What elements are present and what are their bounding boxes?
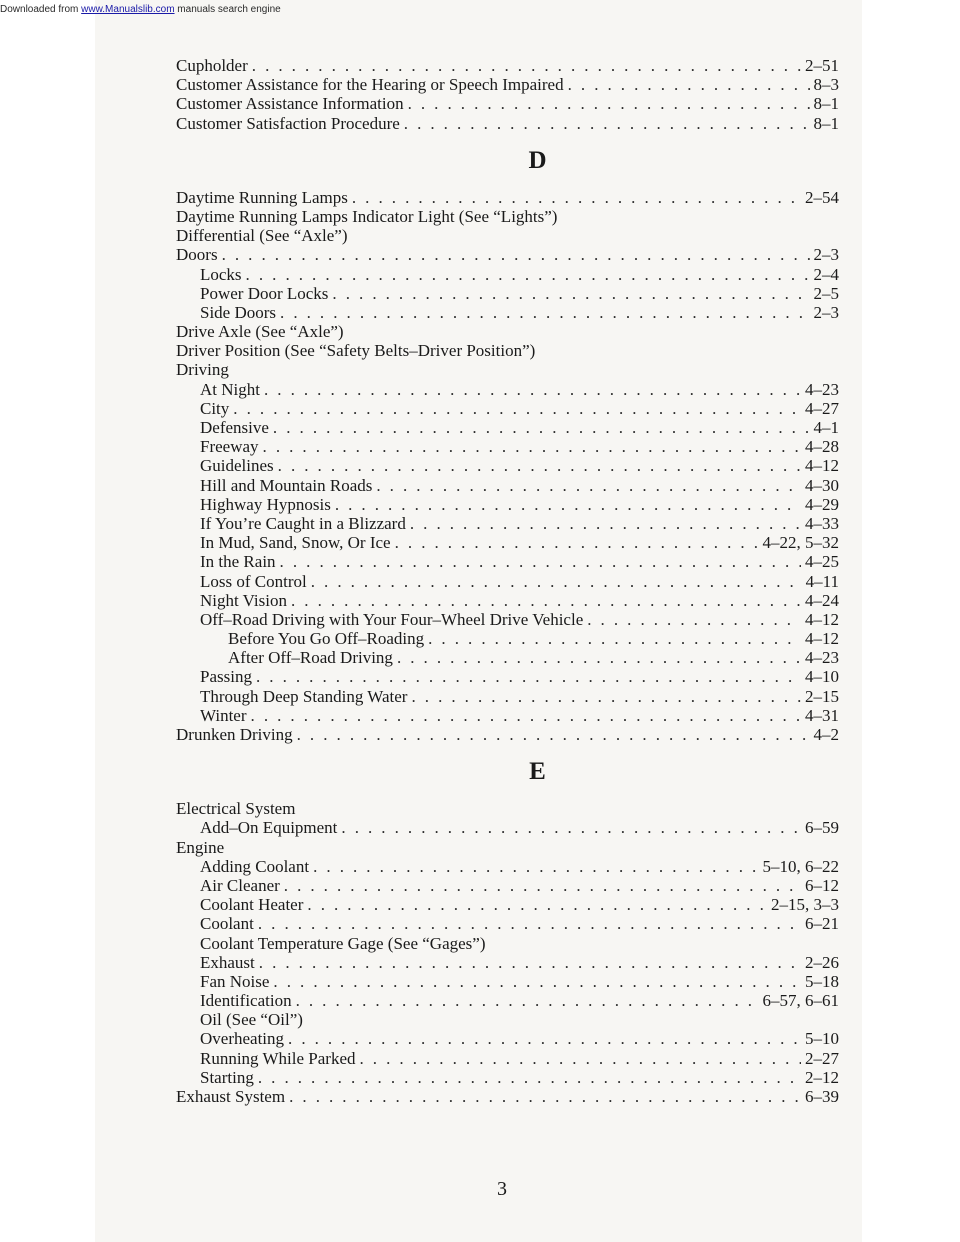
index-entry xyxy=(176,629,839,648)
dot-leader xyxy=(258,1068,801,1087)
index-page-ref: 6–57, 6–61 xyxy=(762,991,839,1011)
dot-leader xyxy=(278,456,801,475)
index-term: Adding Coolant xyxy=(200,856,310,876)
dot-leader xyxy=(360,1049,802,1068)
index-entry xyxy=(176,991,839,1010)
dot-leader xyxy=(313,857,758,876)
index-entry xyxy=(176,226,839,245)
index-term: Passing xyxy=(200,667,252,687)
index-term: Starting xyxy=(200,1067,254,1087)
index-page-ref: 2–3 xyxy=(813,302,839,322)
dot-leader xyxy=(264,380,801,399)
index-page-ref: 6–12 xyxy=(805,875,839,895)
index-term: Night Vision xyxy=(200,590,287,610)
index-entry xyxy=(176,437,839,456)
dot-leader xyxy=(397,648,801,667)
index-term: Customer Assistance for the Hearing or Speech Impaired xyxy=(176,75,564,95)
index-page-ref: 2–27 xyxy=(805,1048,839,1068)
dot-leader xyxy=(404,114,810,133)
index-term: Drunken Driving xyxy=(176,725,293,744)
dot-leader xyxy=(376,476,801,495)
index-term: Locks xyxy=(200,264,242,284)
index-entry xyxy=(176,610,839,629)
index-term: Off–Road Driving with Your Four–Wheel Drive Vehicle xyxy=(200,609,584,629)
index-entry xyxy=(176,245,839,264)
dot-leader xyxy=(289,1087,801,1106)
index-page-ref: 2–26 xyxy=(805,952,839,972)
index-term: Side Doors xyxy=(200,302,277,322)
index-entry xyxy=(176,972,839,991)
manualslib-link[interactable]: www.Manualslib.com xyxy=(81,4,175,15)
index-term: Power Door Locks xyxy=(200,283,329,303)
index-term: City xyxy=(200,398,230,418)
header-suffix: manuals search engine xyxy=(174,4,281,15)
index-entry xyxy=(176,572,839,591)
download-header xyxy=(0,4,281,15)
index-entry xyxy=(176,1068,839,1087)
index-entry xyxy=(176,895,839,914)
index-entry xyxy=(176,284,839,303)
index-entry xyxy=(176,857,839,876)
index-entry xyxy=(176,818,839,837)
index-page-ref: 4–22, 5–32 xyxy=(762,533,839,553)
index-term: Running While Parked xyxy=(200,1048,356,1068)
dot-leader xyxy=(352,188,801,207)
index-term: Doors xyxy=(176,245,218,265)
index-page-ref: 4–24 xyxy=(805,590,839,610)
index-page-ref: 4–11 xyxy=(805,571,839,591)
index-page-ref: 4–12 xyxy=(805,629,839,649)
dot-leader xyxy=(273,972,801,991)
index-entry xyxy=(176,953,839,972)
index-entry xyxy=(176,476,839,495)
index-entry xyxy=(176,591,839,610)
index-term: Drive Axle (See “Axle”) xyxy=(176,322,344,342)
index-entry xyxy=(176,687,839,706)
index-page-ref: 4–12 xyxy=(805,456,839,476)
index-page-ref: 2–4 xyxy=(813,264,839,284)
index-entry xyxy=(176,667,839,686)
index-entry xyxy=(176,838,839,857)
index-entry xyxy=(176,876,839,895)
index-term: Hill and Mountain Roads xyxy=(200,475,373,495)
index-entry xyxy=(176,188,839,207)
index-entry xyxy=(176,1029,839,1048)
index-entry xyxy=(176,380,839,399)
index-term: Overheating xyxy=(200,1029,285,1049)
index-term: Cupholder xyxy=(176,56,248,75)
index-term: If You’re Caught in a Blizzard xyxy=(200,513,406,533)
index-entry xyxy=(176,114,839,133)
index-entry xyxy=(176,552,839,571)
index-term: Driving xyxy=(176,360,229,380)
dot-leader xyxy=(311,572,802,591)
dot-leader xyxy=(408,94,810,113)
dot-leader xyxy=(341,818,801,837)
page-number: 3 xyxy=(497,1178,507,1200)
index-entry xyxy=(176,94,839,113)
dot-leader xyxy=(291,591,801,610)
index-page-ref: 6–21 xyxy=(805,914,839,934)
dot-leader xyxy=(587,610,801,629)
index-page-ref: 4–2 xyxy=(813,725,839,744)
index-entry xyxy=(176,418,839,437)
index-entry xyxy=(176,914,839,933)
index-term: Highway Hypnosis xyxy=(200,494,331,514)
index-page-ref: 2–15, 3–3 xyxy=(771,895,839,915)
dot-leader xyxy=(246,265,810,284)
index-entry xyxy=(176,1049,839,1068)
dot-leader xyxy=(222,245,810,264)
index-entry xyxy=(176,934,839,953)
index-term: Through Deep Standing Water xyxy=(200,686,408,706)
dot-leader xyxy=(332,284,809,303)
index-page-ref: 2–51 xyxy=(805,56,839,75)
index-entry xyxy=(176,56,839,75)
index-term: Customer Assistance Information xyxy=(176,94,404,114)
dot-leader xyxy=(284,876,801,895)
index-page-ref: 4–1 xyxy=(813,418,839,437)
dot-leader xyxy=(273,418,810,437)
index-page-ref: 4–23 xyxy=(805,648,839,668)
index-page-ref: 4–27 xyxy=(805,398,839,418)
index-term: Driver Position (See “Safety Belts–Driver Position”) xyxy=(176,341,536,361)
index-page-ref: 5–10, 6–22 xyxy=(762,856,839,876)
index-term: In the Rain xyxy=(200,552,276,572)
index-page-ref: 6–39 xyxy=(805,1087,839,1106)
index-page-ref: 4–29 xyxy=(805,494,839,514)
index-page-ref: 2–54 xyxy=(805,187,839,207)
index-page-ref: 2–12 xyxy=(805,1067,839,1087)
dot-leader xyxy=(296,991,759,1010)
dot-leader xyxy=(297,725,810,744)
index-entry xyxy=(176,75,839,94)
dot-leader xyxy=(335,495,801,514)
index-page-ref: 4–31 xyxy=(805,705,839,725)
index-term: Add–On Equipment xyxy=(200,818,338,838)
index-term: Air Cleaner xyxy=(200,875,280,895)
index-page-ref: 4–12 xyxy=(805,609,839,629)
index-term: Exhaust System xyxy=(176,1087,286,1106)
index-term: Fan Noise xyxy=(200,971,270,991)
dot-leader xyxy=(410,514,801,533)
index-term: In Mud, Sand, Snow, Or Ice xyxy=(200,533,391,553)
dot-leader xyxy=(411,687,801,706)
index-term: Guidelines xyxy=(200,456,274,476)
index-term: Oil (See “Oil”) xyxy=(200,1010,303,1030)
index-term: Differential (See “Axle”) xyxy=(176,226,348,246)
dot-leader xyxy=(280,552,801,571)
index-page-ref: 4–33 xyxy=(805,513,839,533)
index-term: Electrical System xyxy=(176,799,296,819)
index-page-ref: 8–1 xyxy=(813,113,839,133)
index-term: Customer Satisfaction Procedure xyxy=(176,113,400,133)
dot-leader xyxy=(252,56,801,75)
dot-leader xyxy=(280,303,809,322)
index-page-ref: 4–23 xyxy=(805,379,839,399)
index-entry xyxy=(176,495,839,514)
dot-leader xyxy=(428,629,801,648)
dot-leader xyxy=(568,75,810,94)
header-prefix: Downloaded from xyxy=(0,4,82,15)
dot-leader xyxy=(256,667,801,686)
dot-leader xyxy=(263,437,801,456)
index-entry xyxy=(176,399,839,418)
index-page-ref: 5–10 xyxy=(805,1029,839,1049)
dot-leader xyxy=(395,533,759,552)
index-page-ref: 4–25 xyxy=(805,552,839,572)
index-term: Loss of Control xyxy=(200,571,307,591)
index-entry xyxy=(176,1087,839,1106)
index-entry xyxy=(176,456,839,475)
index-page-ref: 2–15 xyxy=(805,686,839,706)
index-entry xyxy=(176,1010,839,1029)
index-term: After Off–Road Driving xyxy=(228,648,393,668)
index-page-ref: 4–30 xyxy=(805,475,839,495)
index-page-ref: 4–28 xyxy=(805,437,839,457)
dot-leader xyxy=(258,914,801,933)
index-term: Coolant Heater xyxy=(200,895,304,915)
index-list xyxy=(176,56,839,1106)
dot-leader xyxy=(307,895,767,914)
index-entry xyxy=(176,514,839,533)
index-term: Before You Go Off–Roading xyxy=(228,629,425,649)
section-heading: E xyxy=(529,758,546,786)
index-term: Freeway xyxy=(200,437,259,457)
index-entry xyxy=(176,322,839,341)
index-term: Coolant Temperature Gage (See “Gages”) xyxy=(200,933,486,953)
index-term: At Night xyxy=(200,379,260,399)
index-page-ref: 5–18 xyxy=(805,971,839,991)
index-entry xyxy=(176,341,839,360)
index-term: Identification xyxy=(200,991,292,1011)
dot-leader xyxy=(251,706,801,725)
index-term: Daytime Running Lamps Indicator Light (See “Lights”) xyxy=(176,206,558,226)
index-entry xyxy=(176,207,839,226)
index-entry xyxy=(176,706,839,725)
index-page-ref: 4–10 xyxy=(805,667,839,687)
index-entry xyxy=(176,533,839,552)
index-term: Winter xyxy=(200,705,247,725)
index-page-ref: 6–59 xyxy=(805,818,839,838)
section-heading: D xyxy=(528,146,547,174)
dot-leader xyxy=(288,1029,801,1048)
index-term: Defensive xyxy=(200,418,269,437)
index-page-ref: 8–3 xyxy=(813,75,839,95)
index-entry xyxy=(176,725,839,744)
index-page-ref: 2–3 xyxy=(813,245,839,265)
index-entry xyxy=(176,303,839,322)
index-entry xyxy=(176,648,839,667)
index-page-ref: 8–1 xyxy=(813,94,839,114)
index-term: Daytime Running Lamps xyxy=(176,187,348,207)
dot-leader xyxy=(259,953,801,972)
index-term: Engine xyxy=(176,837,225,857)
index-entry xyxy=(176,360,839,379)
dot-leader xyxy=(233,399,801,418)
index-entry xyxy=(176,799,839,818)
index-entry xyxy=(176,265,839,284)
index-page-ref: 2–5 xyxy=(813,283,839,303)
index-term: Exhaust xyxy=(200,952,255,972)
index-term: Coolant xyxy=(200,914,254,934)
